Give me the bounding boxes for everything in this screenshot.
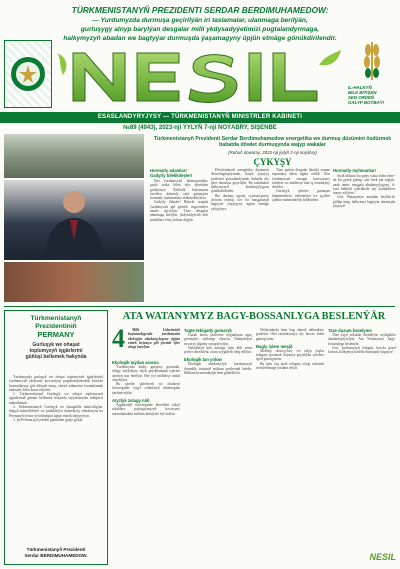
- feature-subhead-c: Tagte tebigatly gumaryk: [184, 328, 232, 333]
- greeting-1: Hormatly adamlar!: [150, 168, 187, 173]
- top-story-title: ÇYKYŞY: [253, 157, 292, 167]
- decree-subtitle-line2: toplumyzyň işgärlerini: [29, 348, 83, 354]
- decree-signature-line2: Serdar BERDIMUHAMEDOW.: [24, 552, 88, 558]
- photo-carpet: [4, 262, 144, 302]
- footer-logo: NESIL: [369, 552, 396, 562]
- photo-president: [4, 180, 144, 260]
- top-story-column-1: Sizi ýurdumyzyň durmuşyndaky şanly waka bilen tüýs ýürekden gutlaýaryn. Ählihalk baýramyna öwrülen dabaraly çärä gatnaşýan hormatly myhmanlary mübärekleýärin. Gadyrly ildeşler! Häzirki wagtda ýurdumyzda giň gerimli özgertmeler amala aşyrylýar. Täze desgalar ulanmaga berilýär, ykdysadyýetiň ähli pudaklary ösüş ýoluna düşýär.: [150, 179, 208, 222]
- right-slogan-line3: SEN ORDEŇ: [348, 95, 375, 100]
- wheat-emblem-icon: [348, 40, 396, 84]
- feature-column-3: Welaýatlarda hem bag ekmek dabaralary guralýar. Oňa raýatlarymyz uly höwes bilen gatnaşýarlar. Bagly işlem meşjit Mekdep okuwçylary we talyp ýaşlar tebigaty goramak boýunça geçirilýän çärelere işjeň gatnaşýarlar. Bu işler ýaş nesli tebigata söýgi ruhunda terbiýelemäge ýardam edýär.: [256, 328, 324, 371]
- masthead-line1: TÜRKMENISTANYŇ PREZIDENTI SERDAR BERDIMUHAMEDOW:: [71, 5, 329, 15]
- left-ornament: [4, 40, 52, 108]
- right-slogan-line2: BILE BITIŞEN: [348, 90, 377, 95]
- top-story-column-3: Täze gurlan desgalar häzirki zaman enjamlary bilen üpjün edildi. Olar ýurdumyzyň senagat kuwwatyny artdyrar we müňlerçe täze iş orunlaryny döreder. Gurluşyk işlerine gatnaşan hünärmenlere, inženerlere we işçilere çuňňur minnetdarlyk bildirýärin.: [272, 168, 330, 203]
- greeting-3: Hormatly myhmanlar!: [333, 168, 377, 173]
- portrait-figure-icon: [4, 180, 144, 260]
- feature-column-2: Tagte tebigatly gumaryk Gurak howa şertlerine uýgunlaşan agaç görnüşleri saýlanyp alynýar. Damjalaýyn suwaryş ulgamy ornaşdyrylýar. Nahallaryň kök urmagy üçin ähli zerur şertler döredilýär, olara yzygiderli ideg edilýär. Ekologik tan yolow Ekologik abadançylyk ýurdumyzyň durnukly ösüşiniň möhüm şertleriniň biridir. Halkara hyzmatdaşlyk hem giňeldilýär.: [184, 328, 252, 376]
- state-emblem-icon: [5, 41, 51, 107]
- feature-subhead-a: Ekologik taýdan arassa: [112, 360, 159, 365]
- feature-subhead-e: Bagly işlem meşjit: [256, 343, 293, 349]
- section-divider: [4, 306, 395, 307]
- feature-dropcap: 4: [112, 324, 125, 353]
- nesil-logo-icon: [55, 45, 345, 107]
- feature-subhead-b: Atyzlyk zolagy näň: [112, 398, 150, 404]
- decree-subtitle-line3: güňüşi bellemek hakynda: [25, 354, 87, 360]
- decree-subtitle-line1: Gurluşyk we oňaşat: [32, 342, 80, 348]
- feature-headline: ATA WATANYMYZ BAGY-BOSSANLYGA BESLENÝÄR: [122, 311, 386, 322]
- decree-signature-line1: Türkmenistanyň Prezidenti: [26, 547, 86, 552]
- feature-column-4: Taze duzum bezelyme Täze ýaşyl zolaklar döredilýär, seýilgähler abadanlaşdyrylýar. Ata Watanymyz bagy-bossanlyga beslenýär. Goý, ýurdumyzyň tebigaty has-da gözel bolsun, halkymyz bolelin durmuşda ýaşasyn!: [328, 328, 396, 355]
- masthead-line4: halkymyzyň abadan we bagtyýar durmuşda ýaşamagyny üpjün etmäge gönükdirilendir.: [63, 35, 337, 42]
- feature-column-1: Ekologik taýdan arassa Ýurdumyzda daşky gurşawy goramak, tebigy baýlyklary rejeli peýdalanmak işlerine aýratyn üns berilýär. Her ýyl müňlerçe nahal oturdylýar. Bu çäreler şäherleriň we obalaryň töwereginde ýaşyl zolaklaryň döremegine ýardam edýär. Atyzlyk zolagy näň Aşgabadyň töwereginde döredilen tokaý zolaklary paýtagtymyzyň howasyny arassalamakda möhüm ähmiýete eýe bolýar.: [112, 360, 180, 416]
- decree-title-line3: PERMANY: [37, 330, 75, 339]
- feature-subhead-f: Taze duzum bezelyme: [328, 328, 372, 333]
- feature-subhead-d: Ekologik tan yolow: [184, 357, 222, 363]
- newspaper-logo: [55, 45, 345, 107]
- top-story-column-4: Siziň ählisini bu şanly waka bilen ýene-de bir gezek gutlap, size berk jan saglyk, uzak ömür, maşgala abadançylygyny, il-ýurt bähbitli işleriňizde uly üstünlikleri arzuw edýärin! Goý, Watanymyz mundan beýläk-de gülläp ösüp, halkymyz bagtyýar durmuşda ýaşasyn!: [333, 174, 395, 209]
- decree-box: [4, 310, 108, 565]
- decree-body: Ýurdumyzda gurluşyk we oňaşat toplumynyň işgärleriniň ýurdumyzyň ykdysady kuwwatyny pugtalandyrmakda bitirýän hyzmatlaryny göz öňünde tutup, olaryň zähmetini hormatlamak maksady bilen karar edýärin: 1. Türkmenistanyň Gurluşyk we oňaşat toplumynyň işgärleriniň gününi bellemek hakynda taýýarlanylan teklipleri makullamak. 2. Türkmenistanyň Gurluşyk we binagärlik ministrligine, degişli ministrliklere we pudaklaýyn dolandyryş edaralaryna bu Permanyň ýerine ýetirilmegini üpjün etmek tabşyrylsyn. 3. Şu Perman gol çekilen gününden güýje girýär.: [9, 375, 103, 422]
- photo-crowd: [4, 134, 144, 178]
- top-story-kicker: Türkmenistanyň Prezidenti Serdar Berdimuhamedow energetika we durmuş düzümini ösdürmek babatda döwlet durmuşynda wajyp wakalar: [153, 136, 392, 148]
- decree-title-line1: Türkmenistanyň: [30, 315, 82, 322]
- masthead-line3: gurluşygy alnyp barylýan desgalar milli ykdysadyýetimizi pugtalandyrmaga,: [80, 26, 320, 33]
- right-slogan-block: [348, 40, 396, 108]
- decree-title-line2: Prezidentiniň: [35, 323, 77, 330]
- ministry-bar: ESASLANDYRYJYSY — TÜRKMENISTANYŇ MINISTRLER KABINETI: [0, 112, 400, 123]
- greeting-2: Gadyrly bilelikdeşler!: [150, 173, 193, 178]
- right-slogan-line1: IL-HALKYŇ: [348, 85, 372, 90]
- masthead-line2: — Yurdumyzda durmuşa geçirilýän iri taslamalar, ulanmaga berilýän,: [92, 17, 308, 24]
- top-story-subhead: (Ruhuň dowamy, 2023-nji ýylyň 2-nji noýabry): [228, 150, 317, 155]
- right-slogan-line4: GALYP BOÝBAÝ!: [348, 100, 385, 105]
- feature-lead: Milli Liderimiziň baştutanlygynda ýurdumyzda ekologiýa abadançylygyny üpjün etmek boýunça giň gerimli işler alnyp barylýar.: [128, 328, 180, 350]
- top-story-column-2: Döwletimiziň energetika düzümini döwrebaplaşdyrmak, ilatyň ýaşaýyş şertlerini gowulandyrmak babatda uly işler durmuşa geçirilýär. Bu taslamalar halkymyzyň abadançylygyna gönükdirilendir. Biz durmuş ugurly syýasatymyzy dowam etdirip, her bir maşgalanyň bagtyýar ýaşaýşyny üpjün etmäge çalyşýarys.: [211, 168, 269, 211]
- issue-dateline: №89 (4943), 2023-nji ÝYLYŇ 7-nji NOÝABRY, SIŞENBE: [123, 125, 277, 131]
